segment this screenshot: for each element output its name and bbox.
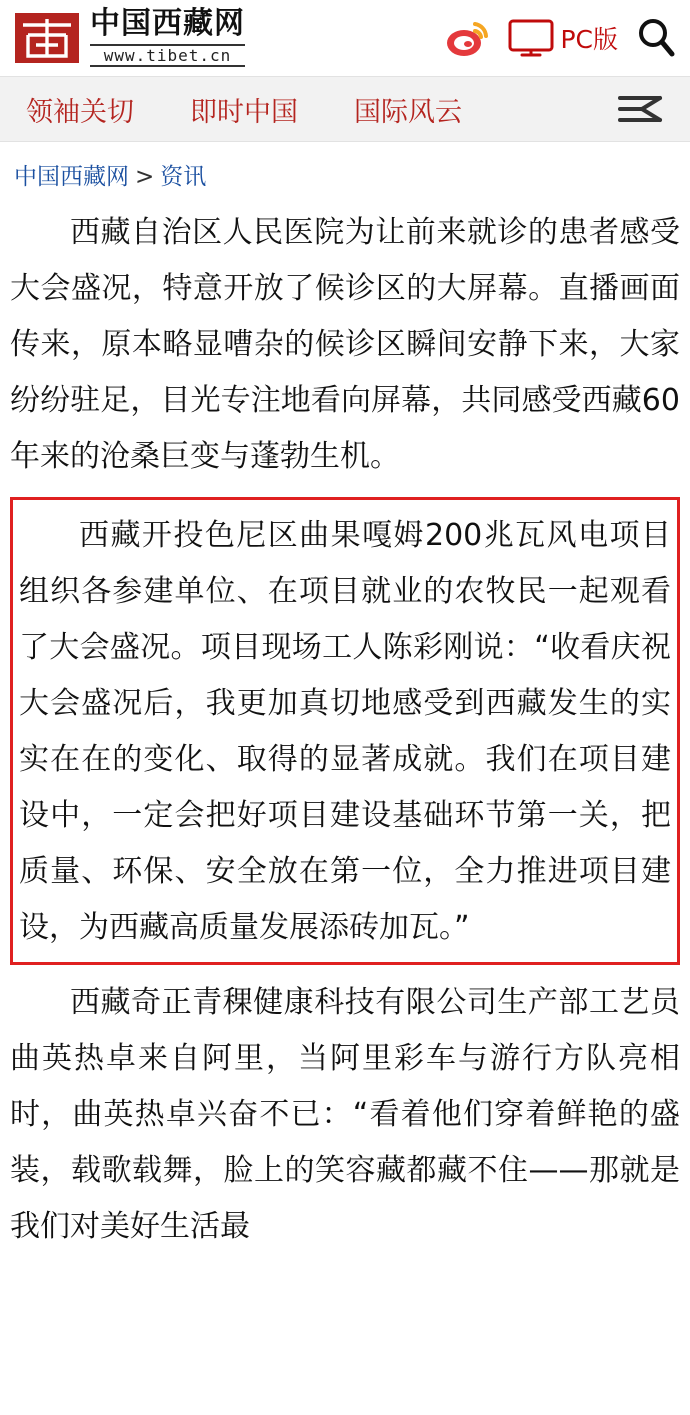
site-header — [0, 0, 690, 76]
monitor-icon — [508, 19, 554, 57]
main-nav — [0, 76, 690, 142]
logo-site-name: 中国西藏网 — [90, 6, 245, 41]
article-body — [0, 199, 690, 1255]
site-logo[interactable] — [14, 6, 245, 67]
pc-version-link[interactable] — [508, 19, 618, 57]
header-actions — [444, 17, 676, 59]
logo-text-block — [90, 6, 245, 67]
nav-item-china[interactable]: 即时中国 — [190, 96, 298, 128]
weibo-icon[interactable] — [444, 18, 490, 58]
nav-item-world[interactable]: 国际风云 — [354, 96, 462, 128]
article-paragraph-highlighted: 西藏开投色尼区曲果嘎姆200兆瓦风电项目组织各参建单位、在项目就业的农牧民一起观看了大会盛况。项目现场工人陈彩刚说：“收看庆祝大会盛况后，我更加真切地感受到西藏发生的实实在在的变化、取得的显著成就。我们在项目建设中，一定会把好项目建设基础环节第一关，把质量、环保、安全放在第一位，全力推进项目建设，为西藏高质量发展添砖加瓦。” — [10, 497, 680, 965]
article-paragraph: 西藏自治区人民医院为让前来就诊的患者感受大会盛况，特意开放了候诊区的大屏幕。直播画面传来，原本略显嘈杂的候诊区瞬间安静下来，大家纷纷驻足，目光专注地看向屏幕，共同感受西藏60年来的沧桑巨变与蓬勃生机。 — [10, 215, 680, 474]
search-icon[interactable] — [636, 17, 676, 59]
tibet-seal-logo-icon — [14, 12, 80, 64]
nav-item-leader[interactable]: 领袖关切 — [26, 96, 134, 128]
breadcrumb — [0, 142, 690, 199]
article-paragraph: 西藏奇正青稞健康科技有限公司生产部工艺员曲英热卓来自阿里，当阿里彩车与游行方队亮相时，曲英热卓兴奋不已：“看着他们穿着鲜艳的盛装，载歌载舞，脸上的笑容藏都藏不住——那就是我们对美好生活最 — [10, 985, 680, 1244]
breadcrumb-separator: > — [135, 164, 155, 190]
breadcrumb-home[interactable]: 中国西藏网 — [14, 164, 129, 190]
logo-site-url: www.tibet.cn — [90, 44, 245, 67]
pc-version-label: PC版 — [560, 25, 618, 54]
hamburger-menu-icon[interactable] — [616, 92, 664, 126]
breadcrumb-current[interactable]: 资讯 — [160, 164, 207, 190]
